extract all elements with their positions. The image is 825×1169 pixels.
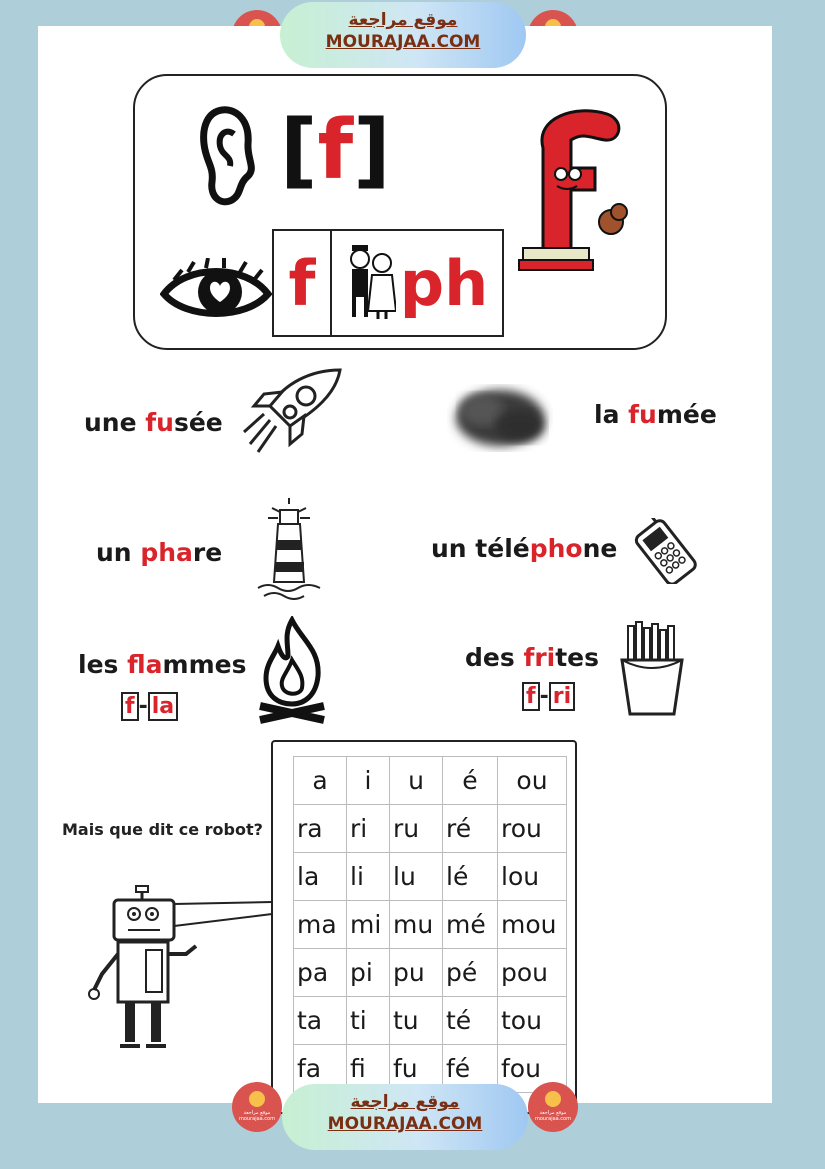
table-cell: fou [498, 1045, 567, 1093]
table-cell: lu [390, 853, 443, 901]
table-cell: pa [294, 949, 347, 997]
table-cell: mé [443, 901, 498, 949]
lighthouse-icon [254, 496, 324, 600]
syllable-f-la: f - la [121, 694, 178, 719]
syllable-table [293, 756, 567, 1093]
table-cell: fa [294, 1045, 347, 1093]
table-row [294, 949, 567, 997]
word-phare: un phare [96, 538, 223, 567]
ear-icon [198, 104, 258, 208]
robot-question: Mais que dit ce robot? [62, 820, 263, 839]
table-cell: ri [347, 805, 390, 853]
site-name-latin[interactable]: MOURAJAA.COM [325, 32, 481, 52]
couple-icon [346, 245, 396, 321]
rocket-icon [240, 366, 344, 458]
table-cell: mi [347, 901, 390, 949]
table-cell: i [347, 757, 390, 805]
letter-f-mascot [515, 108, 630, 276]
smoke-icon [446, 376, 554, 460]
table-cell: é [443, 757, 498, 805]
word-fumee: la fumée [594, 400, 717, 429]
table-row [294, 901, 567, 949]
grapheme-box [272, 229, 504, 337]
speech-connector [174, 900, 274, 930]
table-cell: ma [294, 901, 347, 949]
syllable-f-ri: f - ri [522, 684, 575, 709]
table-row [294, 997, 567, 1045]
grapheme-f: f [274, 231, 332, 335]
table-cell: ou [498, 757, 567, 805]
table-cell: la [294, 853, 347, 901]
fire-icon [254, 616, 330, 728]
eye-icon [160, 258, 272, 326]
word-telephone: un téléphone [431, 534, 618, 563]
table-cell: tu [390, 997, 443, 1045]
phone-icon [626, 518, 706, 584]
table-cell: pou [498, 949, 567, 997]
table-header-row [294, 757, 567, 805]
word-fusee: une fusée [84, 408, 223, 437]
word-frites: des frites [465, 643, 600, 672]
site-banner-bottom[interactable] [282, 1084, 528, 1150]
table-cell: fé [443, 1045, 498, 1093]
table-cell: pi [347, 949, 390, 997]
table-cell: ti [347, 997, 390, 1045]
table-cell: ra [294, 805, 347, 853]
word-flammes: les flammes [78, 650, 247, 679]
table-cell: ta [294, 997, 347, 1045]
fries-icon [614, 620, 690, 718]
site-banner-top[interactable] [280, 2, 526, 68]
table-cell: tou [498, 997, 567, 1045]
table-cell: u [390, 757, 443, 805]
site-logo-bottom-right: موقع مراجعة mourajaa.com [528, 1082, 578, 1132]
site-logo-bottom-left: موقع مراجعة mourajaa.com [232, 1082, 282, 1132]
table-cell: pé [443, 949, 498, 997]
table-cell: rou [498, 805, 567, 853]
table-cell: fu [390, 1045, 443, 1093]
table-cell: mou [498, 901, 567, 949]
phoneme-label: [f] [280, 103, 391, 198]
table-cell: li [347, 853, 390, 901]
table-cell: ru [390, 805, 443, 853]
grapheme-ph: ph [332, 231, 502, 335]
table-cell: ré [443, 805, 498, 853]
site-name-arabic[interactable]: موقع مراجعة [348, 10, 458, 30]
site-name-latin[interactable]: MOURAJAA.COM [327, 1114, 483, 1134]
site-name-arabic[interactable]: موقع مراجعة [350, 1092, 460, 1112]
table-cell: té [443, 997, 498, 1045]
table-row [294, 853, 567, 901]
table-cell: a [294, 757, 347, 805]
table-cell: pu [390, 949, 443, 997]
table-cell: lé [443, 853, 498, 901]
table-cell: fi [347, 1045, 390, 1093]
table-cell: mu [390, 901, 443, 949]
table-cell: lou [498, 853, 567, 901]
table-row [294, 805, 567, 853]
